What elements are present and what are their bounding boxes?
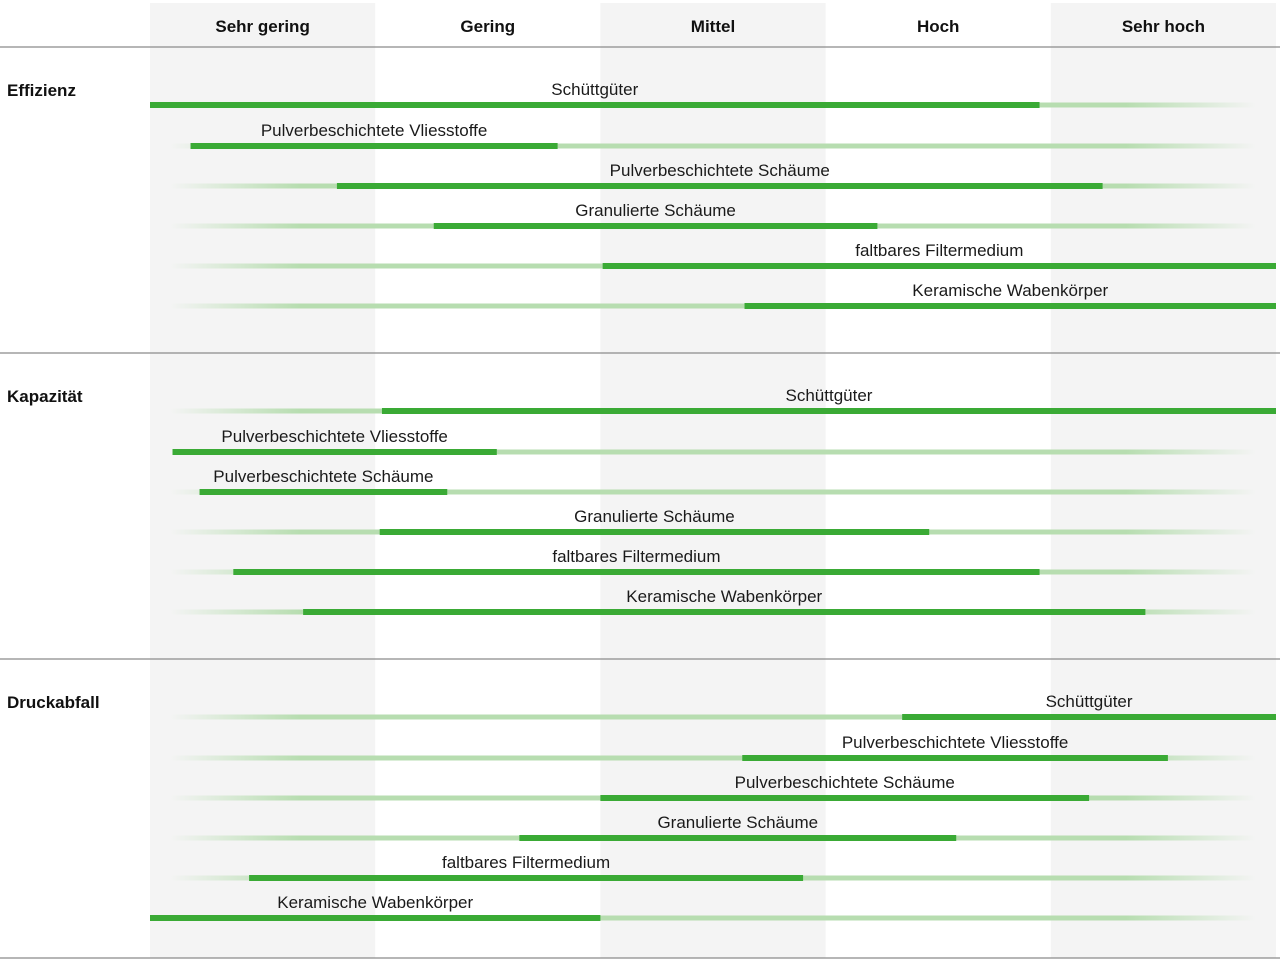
range-label: Keramische Wabenkörper [626,587,823,606]
range-bar [191,143,558,149]
range-label: Keramische Wabenkörper [912,281,1109,300]
range-bar [233,569,1039,575]
column-header: Sehr hoch [1121,17,1205,36]
range-label: Granulierte Schäume [657,813,819,832]
column-header: Sehr gering [215,17,310,36]
range-bar [434,223,878,229]
range-label: Schüttgüter [551,80,639,99]
section-title: Kapazität [7,387,83,406]
range-label: Granulierte Schäume [574,507,735,526]
range-bar [150,102,1040,108]
column-header: Gering [460,17,516,36]
column-header: Hoch [916,17,960,36]
range-bar [249,875,803,881]
range-bar [600,795,1089,801]
range-label: Schüttgüter [785,386,873,405]
column-header: Mittel [690,17,736,36]
range-bar [200,489,448,495]
range-bar [303,609,1145,615]
range-bar [337,183,1103,189]
range-bar [902,714,1276,720]
range-bar [380,529,929,535]
range-bar [173,449,497,455]
range-label: Pulverbeschichtete Vliesstoffe [841,733,1069,752]
range-label: Pulverbeschichtete Vliesstoffe [221,427,448,446]
range-label: faltbares Filtermedium [552,547,721,566]
range-label: Pulverbeschichtete Vliesstoffe [260,121,488,140]
range-label: Schüttgüter [1045,692,1133,711]
range-bar [603,263,1276,269]
range-label: Pulverbeschichtete Schäume [734,773,955,792]
section-title: Effizienz [7,81,76,100]
range-label: Keramische Wabenkörper [277,893,474,912]
range-bar [519,835,956,841]
range-bar [382,408,1276,414]
range-label: Pulverbeschichtete Schäume [213,467,434,486]
range-label: faltbares Filtermedium [855,241,1024,260]
range-bar [150,915,600,921]
range-label: Granulierte Schäume [575,201,736,220]
section-title: Druckabfall [7,693,100,712]
range-bar [745,303,1276,309]
range-label: Pulverbeschichtete Schäume [609,161,830,180]
range-bar [742,755,1168,761]
range-label: faltbares Filtermedium [441,853,611,872]
